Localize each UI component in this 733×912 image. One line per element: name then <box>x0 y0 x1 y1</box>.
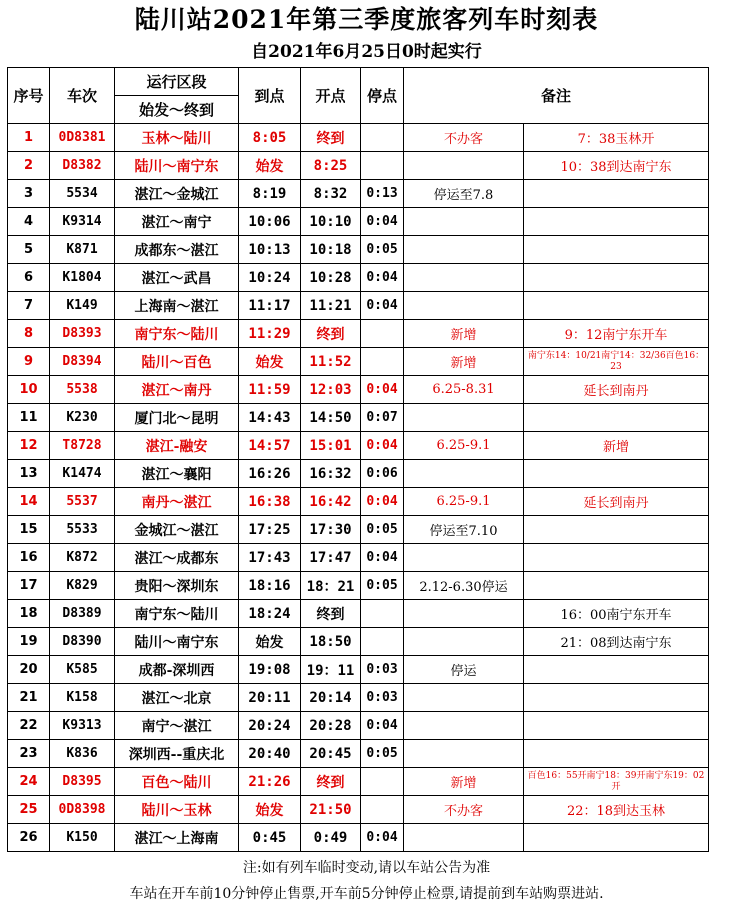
row-train: K9314 <box>50 208 115 236</box>
row-note <box>524 712 709 740</box>
row-note: 延长到南丹 <box>524 488 709 516</box>
row-note <box>524 824 709 852</box>
row-arrive: 20:11 <box>239 684 301 712</box>
row-status: 2.12-6.30停运 <box>404 572 524 600</box>
row-note <box>524 208 709 236</box>
row-status: 新增 <box>404 320 524 348</box>
row-arrive: 20:40 <box>239 740 301 768</box>
row-status <box>404 600 524 628</box>
row-train: 0D8398 <box>50 796 115 824</box>
row-note <box>524 460 709 488</box>
row-depart: 12:03 <box>301 376 361 404</box>
table-row <box>8 516 709 544</box>
table-row <box>8 712 709 740</box>
row-status <box>404 208 524 236</box>
table-row <box>8 740 709 768</box>
row-train: K872 <box>50 544 115 572</box>
row-note <box>524 544 709 572</box>
row-status <box>404 404 524 432</box>
row-arrive: 11:29 <box>239 320 301 348</box>
row-arrive: 10:24 <box>239 264 301 292</box>
row-dwell: 0:04 <box>361 488 404 516</box>
row-arrive: 10:06 <box>239 208 301 236</box>
row-arrive: 始发 <box>239 348 301 376</box>
row-status <box>404 824 524 852</box>
header-remarks: 备注 <box>404 68 709 124</box>
row-train: K158 <box>50 684 115 712</box>
row-status <box>404 628 524 656</box>
row-route: 南宁～湛江 <box>115 712 239 740</box>
row-route: 湛江～南宁 <box>115 208 239 236</box>
row-train: T8728 <box>50 432 115 460</box>
header-route: 始发～终到 <box>115 96 239 124</box>
row-dwell: 0:03 <box>361 656 404 684</box>
row-route: 湛江～成都东 <box>115 544 239 572</box>
row-note <box>524 572 709 600</box>
header-train: 车次 <box>50 68 115 124</box>
row-train: 5537 <box>50 488 115 516</box>
row-train: K9313 <box>50 712 115 740</box>
table-row <box>8 180 709 208</box>
row-status <box>404 544 524 572</box>
row-depart: 11:52 <box>301 348 361 376</box>
row-dwell: 0:04 <box>361 712 404 740</box>
timetable <box>7 67 709 852</box>
table-row <box>8 432 709 460</box>
row-seq: 20 <box>8 656 50 684</box>
row-status <box>404 712 524 740</box>
row-depart: 19：11 <box>301 656 361 684</box>
table-row <box>8 348 709 376</box>
row-dwell: 0:07 <box>361 404 404 432</box>
row-train: D8393 <box>50 320 115 348</box>
row-note <box>524 516 709 544</box>
row-dwell: 0:05 <box>361 572 404 600</box>
row-dwell <box>361 320 404 348</box>
row-route: 成都-深圳西 <box>115 656 239 684</box>
row-dwell: 0:04 <box>361 432 404 460</box>
header-dwell: 停点 <box>361 68 404 124</box>
row-seq: 11 <box>8 404 50 432</box>
row-arrive: 16:26 <box>239 460 301 488</box>
row-train: 5538 <box>50 376 115 404</box>
row-depart: 8:32 <box>301 180 361 208</box>
row-train: 0D8381 <box>50 124 115 152</box>
row-depart: 16:32 <box>301 460 361 488</box>
table-row <box>8 488 709 516</box>
table-row <box>8 656 709 684</box>
table-row <box>8 600 709 628</box>
row-arrive: 始发 <box>239 628 301 656</box>
row-seq: 14 <box>8 488 50 516</box>
row-depart: 20:14 <box>301 684 361 712</box>
row-train: 5534 <box>50 180 115 208</box>
row-note: 7：38玉林开 <box>524 124 709 152</box>
row-note <box>524 656 709 684</box>
row-dwell: 0:04 <box>361 824 404 852</box>
row-route: 玉林～陆川 <box>115 124 239 152</box>
row-depart: 17:47 <box>301 544 361 572</box>
row-depart: 11:21 <box>301 292 361 320</box>
row-status: 新增 <box>404 768 524 796</box>
table-row <box>8 320 709 348</box>
row-depart: 10:10 <box>301 208 361 236</box>
row-depart: 10:18 <box>301 236 361 264</box>
row-route: 南宁东～陆川 <box>115 320 239 348</box>
row-status <box>404 152 524 180</box>
row-status: 不办客 <box>404 124 524 152</box>
table-row <box>8 152 709 180</box>
effective-date: 自2021年6月25日0时起实行 <box>251 42 482 62</box>
table-row <box>8 376 709 404</box>
row-status <box>404 460 524 488</box>
row-depart: 终到 <box>301 768 361 796</box>
row-train: K836 <box>50 740 115 768</box>
row-seq: 17 <box>8 572 50 600</box>
row-arrive: 14:43 <box>239 404 301 432</box>
table-row <box>8 684 709 712</box>
row-train: K1474 <box>50 460 115 488</box>
table-row <box>8 264 709 292</box>
table-row <box>8 460 709 488</box>
row-route: 湛江～襄阳 <box>115 460 239 488</box>
row-status: 不办客 <box>404 796 524 824</box>
row-depart: 终到 <box>301 320 361 348</box>
row-note <box>524 404 709 432</box>
row-route: 湛江～上海南 <box>115 824 239 852</box>
row-depart: 17:30 <box>301 516 361 544</box>
row-note <box>524 180 709 208</box>
row-note: 9：12南宁东开车 <box>524 320 709 348</box>
row-note <box>524 264 709 292</box>
row-note: 21：08到达南宁东 <box>524 628 709 656</box>
row-depart: 18:50 <box>301 628 361 656</box>
row-depart: 14:50 <box>301 404 361 432</box>
row-seq: 26 <box>8 824 50 852</box>
row-seq: 5 <box>8 236 50 264</box>
row-depart: 终到 <box>301 124 361 152</box>
row-dwell: 0:05 <box>361 516 404 544</box>
row-dwell: 0:13 <box>361 180 404 208</box>
row-seq: 15 <box>8 516 50 544</box>
row-route: 湛江～北京 <box>115 684 239 712</box>
row-seq: 3 <box>8 180 50 208</box>
row-route: 湛江～武昌 <box>115 264 239 292</box>
row-arrive: 0:45 <box>239 824 301 852</box>
row-note: 22：18到达玉林 <box>524 796 709 824</box>
row-seq: 12 <box>8 432 50 460</box>
header-arrive: 到点 <box>239 68 301 124</box>
row-seq: 25 <box>8 796 50 824</box>
row-status: 停运 <box>404 656 524 684</box>
row-note: 南宁东14：10/21南宁14：32/36百色16：23 <box>524 348 709 376</box>
row-depart: 15:01 <box>301 432 361 460</box>
row-depart: 18：21 <box>301 572 361 600</box>
row-seq: 13 <box>8 460 50 488</box>
row-note: 百色16：55开南宁18：39开南宁东19：02开 <box>524 768 709 796</box>
row-train: D8389 <box>50 600 115 628</box>
row-note <box>524 740 709 768</box>
table-row <box>8 796 709 824</box>
row-route: 贵阳～深圳东 <box>115 572 239 600</box>
row-seq: 24 <box>8 768 50 796</box>
row-dwell <box>361 768 404 796</box>
row-route: 厦门北～昆明 <box>115 404 239 432</box>
row-route: 成都东～湛江 <box>115 236 239 264</box>
table-row <box>8 768 709 796</box>
row-status: 停运至7.10 <box>404 516 524 544</box>
row-note: 延长到南丹 <box>524 376 709 404</box>
row-depart: 0:49 <box>301 824 361 852</box>
row-dwell: 0:04 <box>361 264 404 292</box>
row-train: K829 <box>50 572 115 600</box>
row-train: D8395 <box>50 768 115 796</box>
row-seq: 16 <box>8 544 50 572</box>
row-note: 新增 <box>524 432 709 460</box>
row-train: D8382 <box>50 152 115 180</box>
row-route: 上海南～湛江 <box>115 292 239 320</box>
row-dwell: 0:04 <box>361 292 404 320</box>
table-row <box>8 628 709 656</box>
row-depart: 20:45 <box>301 740 361 768</box>
row-status <box>404 236 524 264</box>
row-seq: 4 <box>8 208 50 236</box>
table-row <box>8 544 709 572</box>
table-row <box>8 404 709 432</box>
row-depart: 8:25 <box>301 152 361 180</box>
header-route-group: 运行区段 <box>115 68 239 96</box>
row-note: 10：38到达南宁东 <box>524 152 709 180</box>
row-seq: 2 <box>8 152 50 180</box>
header-depart: 开点 <box>301 68 361 124</box>
footer-note: 注:如有列车临时变动,请以车站公告为准 <box>242 860 491 876</box>
row-dwell <box>361 628 404 656</box>
table-row <box>8 236 709 264</box>
table-row <box>8 124 709 152</box>
row-train: K230 <box>50 404 115 432</box>
row-depart: 16:42 <box>301 488 361 516</box>
row-dwell: 0:05 <box>361 236 404 264</box>
row-train: D8394 <box>50 348 115 376</box>
row-arrive: 18:16 <box>239 572 301 600</box>
row-dwell: 0:04 <box>361 376 404 404</box>
table-row <box>8 208 709 236</box>
row-route: 湛江～南丹 <box>115 376 239 404</box>
row-status <box>404 740 524 768</box>
row-route: 金城江～湛江 <box>115 516 239 544</box>
row-route: 深圳西--重庆北 <box>115 740 239 768</box>
row-arrive: 始发 <box>239 796 301 824</box>
row-seq: 9 <box>8 348 50 376</box>
row-note <box>524 292 709 320</box>
row-route: 陆川～南宁东 <box>115 628 239 656</box>
row-train: K585 <box>50 656 115 684</box>
row-status <box>404 292 524 320</box>
row-dwell: 0:04 <box>361 544 404 572</box>
row-dwell: 0:05 <box>361 740 404 768</box>
row-dwell <box>361 348 404 376</box>
row-seq: 21 <box>8 684 50 712</box>
row-status: 新增 <box>404 348 524 376</box>
row-dwell: 0:06 <box>361 460 404 488</box>
row-arrive: 8:05 <box>239 124 301 152</box>
row-status: 停运至7.8 <box>404 180 524 208</box>
row-arrive: 11:17 <box>239 292 301 320</box>
row-route: 南丹～湛江 <box>115 488 239 516</box>
row-train: K149 <box>50 292 115 320</box>
row-seq: 6 <box>8 264 50 292</box>
row-train: 5533 <box>50 516 115 544</box>
row-note <box>524 684 709 712</box>
row-seq: 22 <box>8 712 50 740</box>
row-arrive: 21:26 <box>239 768 301 796</box>
row-status <box>404 684 524 712</box>
row-arrive: 10:13 <box>239 236 301 264</box>
row-route: 陆川～南宁东 <box>115 152 239 180</box>
row-arrive: 16:38 <box>239 488 301 516</box>
row-train: D8390 <box>50 628 115 656</box>
row-arrive: 18:24 <box>239 600 301 628</box>
row-status: 6.25-8.31 <box>404 376 524 404</box>
row-train: K871 <box>50 236 115 264</box>
row-status: 6.25-9.1 <box>404 488 524 516</box>
row-route: 湛江-融安 <box>115 432 239 460</box>
row-status: 6.25-9.1 <box>404 432 524 460</box>
row-dwell <box>361 152 404 180</box>
row-arrive: 17:43 <box>239 544 301 572</box>
row-route: 南宁东～陆川 <box>115 600 239 628</box>
row-seq: 18 <box>8 600 50 628</box>
row-note: 16：00南宁东开车 <box>524 600 709 628</box>
row-dwell <box>361 600 404 628</box>
row-arrive: 始发 <box>239 152 301 180</box>
row-seq: 7 <box>8 292 50 320</box>
row-dwell: 0:03 <box>361 684 404 712</box>
row-arrive: 20:24 <box>239 712 301 740</box>
row-seq: 19 <box>8 628 50 656</box>
row-depart: 21:50 <box>301 796 361 824</box>
row-route: 百色～陆川 <box>115 768 239 796</box>
row-depart: 终到 <box>301 600 361 628</box>
row-dwell: 0:04 <box>361 208 404 236</box>
row-train: K1804 <box>50 264 115 292</box>
row-seq: 10 <box>8 376 50 404</box>
timetable-body <box>8 124 709 852</box>
row-status <box>404 264 524 292</box>
row-seq: 8 <box>8 320 50 348</box>
row-arrive: 14:57 <box>239 432 301 460</box>
row-train: K150 <box>50 824 115 852</box>
table-row <box>8 824 709 852</box>
row-note <box>524 236 709 264</box>
footer-rule: 车站在开车前10分钟停止售票,开车前5分钟停止检票,请提前到车站购票进站. <box>129 886 604 902</box>
row-seq: 23 <box>8 740 50 768</box>
row-arrive: 11:59 <box>239 376 301 404</box>
row-arrive: 19:08 <box>239 656 301 684</box>
row-dwell <box>361 124 404 152</box>
page-title: 陆川站2021年第三季度旅客列车时刻表 <box>134 5 599 34</box>
row-seq: 1 <box>8 124 50 152</box>
row-depart: 20:28 <box>301 712 361 740</box>
row-route: 陆川～玉林 <box>115 796 239 824</box>
table-row <box>8 292 709 320</box>
row-route: 湛江～金城江 <box>115 180 239 208</box>
row-arrive: 8:19 <box>239 180 301 208</box>
header-seq: 序号 <box>8 68 50 124</box>
row-route: 陆川～百色 <box>115 348 239 376</box>
table-row <box>8 572 709 600</box>
row-dwell <box>361 796 404 824</box>
row-arrive: 17:25 <box>239 516 301 544</box>
row-depart: 10:28 <box>301 264 361 292</box>
